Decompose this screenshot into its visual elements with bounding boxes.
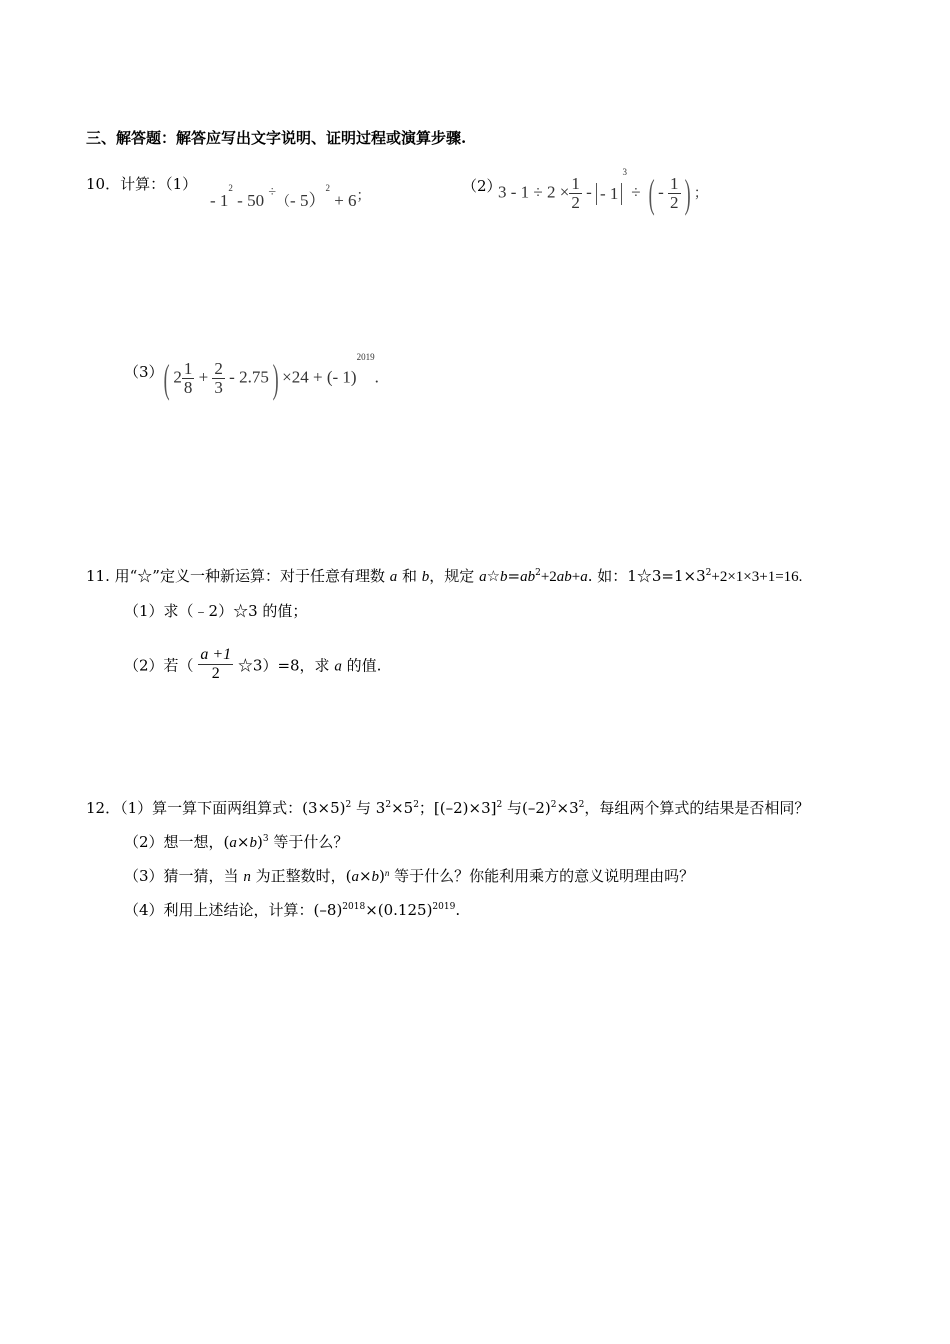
q11-part1: （1）求（﹣2）☆3 的值；: [124, 602, 308, 620]
q12-part4: （4）利用上述结论，计算：$(-8)^{2018}\times(0.125)^{2019}$.: [124, 901, 461, 919]
q10-part2-label: （2）: [462, 177, 502, 195]
q10-expr-1: - $1^2 - 50$ ÷（- 5）$^2$ + 6；: [210, 183, 371, 210]
q11-statement: 11. 用“☆”定义一种新运算：对于任意有理数 a 和 b，规定 $a☆b=ab^2+2ab+a$. 如：$1☆3=1\times 3^2+2\times 1\times 3+1=16$.: [86, 567, 803, 585]
q12-part1: 12．（1）算一算下面两组算式：$(3\times 5)^2$ 与 $3^2\times 5^2$；$[(-2)\times 3]^2$ 与$(-2)^2\times 3^2$，每组两个算式的结果是否相同？: [86, 799, 810, 817]
section-heading: 三、解答题：解答应写出文字说明、证明过程或演算步骤.: [86, 129, 467, 147]
q10-intro-text: 计算：（1）: [120, 175, 198, 193]
q12-part2: （2）想一想，$(a\times b)^3$ 等于什么？: [124, 833, 349, 851]
q12-part3: （3）猜一猜，当 n 为正整数时，$(a\times b)^n$ 等于什么？你能利用乘方的意义说明理由吗？: [124, 867, 695, 885]
q10-expr-2: 3 - 1 ÷ 2 × $\frac{1}{2}$ - - $1^3$ ÷ ( - $\frac{1}{2}$ ) ；: [498, 167, 708, 216]
q10-part3-label: （3）: [124, 363, 164, 381]
q10-number: 10．: [86, 175, 121, 193]
q11-part2: （2）若（ $\frac{a +1}{2}$ ☆3）=8，求 a 的值.: [124, 646, 382, 682]
q10-expr-3: ( 2 $\frac{1}{8}$ + $\frac{2}{3}$ - 2.75) ×24 + (- 1)$^{2019}$.: [163, 352, 379, 401]
q10-intro: [86, 174, 197, 194]
